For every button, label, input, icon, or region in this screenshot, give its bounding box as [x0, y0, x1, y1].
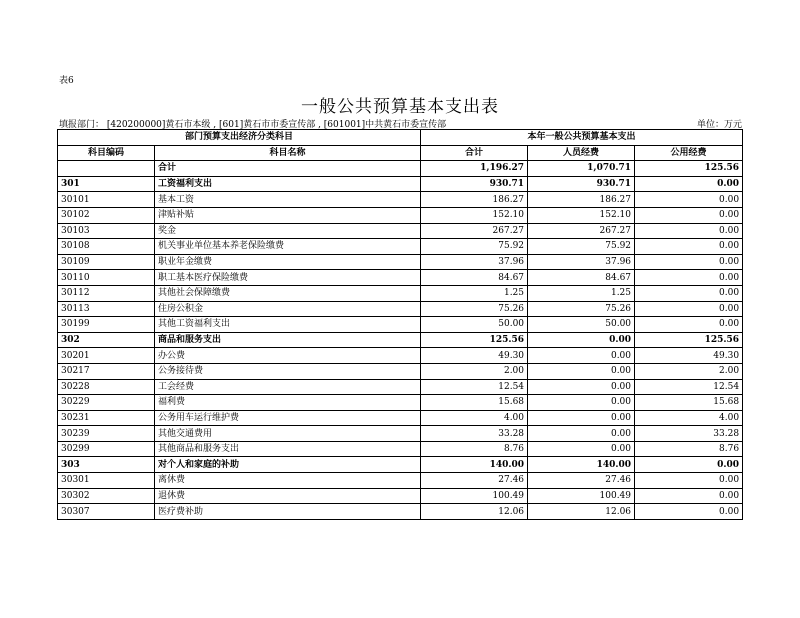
row-name: 其他商品和服务支出 [155, 441, 421, 457]
table-row [58, 395, 743, 411]
table-row [58, 473, 743, 489]
row-code: 30229 [58, 395, 155, 411]
row-code: 303 [58, 457, 155, 473]
row-public: 15.68 [635, 395, 743, 411]
row-public: 2.00 [635, 363, 743, 379]
row-name: 公务接待费 [155, 363, 421, 379]
row-total: 8.76 [421, 441, 528, 457]
row-personnel: 0.00 [528, 441, 635, 457]
row-personnel: 0.00 [528, 348, 635, 364]
table-row [58, 270, 743, 286]
row-personnel: 100.49 [528, 488, 635, 504]
row-name: 对个人和家庭的补助 [155, 457, 421, 473]
row-personnel: 0.00 [528, 332, 635, 348]
row-code [58, 161, 155, 177]
row-name: 其他工资福利支出 [155, 317, 421, 333]
row-total: 100.49 [421, 488, 528, 504]
row-personnel: 1.25 [528, 285, 635, 301]
table-row [58, 254, 743, 270]
row-public: 49.30 [635, 348, 743, 364]
table-row [58, 488, 743, 504]
row-personnel: 186.27 [528, 192, 635, 208]
row-personnel: 152.10 [528, 207, 635, 223]
header-name: 科目名称 [155, 145, 421, 161]
row-name: 工资福利支出 [155, 176, 421, 192]
row-public: 0.00 [635, 254, 743, 270]
row-public: 0.00 [635, 223, 743, 239]
row-public: 125.56 [635, 161, 743, 177]
row-public: 0.00 [635, 207, 743, 223]
row-name: 基本工资 [155, 192, 421, 208]
row-personnel: 37.96 [528, 254, 635, 270]
row-public: 0.00 [635, 239, 743, 255]
row-code: 30301 [58, 473, 155, 489]
row-total: 75.92 [421, 239, 528, 255]
row-code: 30112 [58, 285, 155, 301]
row-total: 12.06 [421, 504, 528, 520]
row-name: 公务用车运行维护费 [155, 410, 421, 426]
table-row [58, 348, 743, 364]
row-name: 职工基本医疗保险缴费 [155, 270, 421, 286]
row-public: 33.28 [635, 426, 743, 442]
row-code: 301 [58, 176, 155, 192]
header-public: 公用经费 [635, 145, 743, 161]
row-name: 职业年金缴费 [155, 254, 421, 270]
row-total: 140.00 [421, 457, 528, 473]
row-total: 1.25 [421, 285, 528, 301]
row-total: 75.26 [421, 301, 528, 317]
row-name: 办公费 [155, 348, 421, 364]
row-personnel: 1,070.71 [528, 161, 635, 177]
row-total: 50.00 [421, 317, 528, 333]
table-row [58, 301, 743, 317]
table-row [58, 192, 743, 208]
table-row [58, 379, 743, 395]
row-name: 离休费 [155, 473, 421, 489]
row-name: 工会经费 [155, 379, 421, 395]
row-public: 0.00 [635, 473, 743, 489]
filing-department: 填报部门： [420200000]黄石市本级 , [601]黄石市市委宣传部 , [601001]中共黄石市委宣传部 [59, 120, 447, 130]
row-public: 0.00 [635, 270, 743, 286]
table-row [58, 457, 743, 473]
row-code: 30199 [58, 317, 155, 333]
row-public: 0.00 [635, 504, 743, 520]
row-name: 机关事业单位基本养老保险缴费 [155, 239, 421, 255]
row-personnel: 75.92 [528, 239, 635, 255]
row-personnel: 0.00 [528, 395, 635, 411]
table-row [58, 285, 743, 301]
row-name: 其他交通费用 [155, 426, 421, 442]
row-name: 其他社会保障缴费 [155, 285, 421, 301]
row-public: 0.00 [635, 457, 743, 473]
table-row [58, 176, 743, 192]
row-total: 2.00 [421, 363, 528, 379]
row-name: 住房公积金 [155, 301, 421, 317]
row-total: 15.68 [421, 395, 528, 411]
row-total: 125.56 [421, 332, 528, 348]
row-total: 49.30 [421, 348, 528, 364]
row-total: 267.27 [421, 223, 528, 239]
row-code: 30102 [58, 207, 155, 223]
row-name: 退休费 [155, 488, 421, 504]
row-public: 0.00 [635, 176, 743, 192]
table-row [58, 317, 743, 333]
row-personnel: 12.06 [528, 504, 635, 520]
row-personnel: 0.00 [528, 363, 635, 379]
row-code: 30307 [58, 504, 155, 520]
row-code: 30103 [58, 223, 155, 239]
row-name: 合计 [155, 161, 421, 177]
row-code: 30302 [58, 488, 155, 504]
table-row [58, 223, 743, 239]
row-public: 8.76 [635, 441, 743, 457]
row-personnel: 27.46 [528, 473, 635, 489]
row-code: 30101 [58, 192, 155, 208]
row-name: 福利费 [155, 395, 421, 411]
header-total: 合计 [421, 145, 528, 161]
row-public: 12.54 [635, 379, 743, 395]
row-personnel: 930.71 [528, 176, 635, 192]
row-public: 0.00 [635, 301, 743, 317]
row-code: 302 [58, 332, 155, 348]
table-row [58, 363, 743, 379]
row-total: 33.28 [421, 426, 528, 442]
row-code: 30231 [58, 410, 155, 426]
unit-label: 单位：万元 [696, 120, 742, 130]
row-total: 930.71 [421, 176, 528, 192]
table-row [58, 239, 743, 255]
row-total: 152.10 [421, 207, 528, 223]
table-row [58, 332, 743, 348]
row-personnel: 75.26 [528, 301, 635, 317]
row-public: 125.56 [635, 332, 743, 348]
row-total: 1,196.27 [421, 161, 528, 177]
row-personnel: 140.00 [528, 457, 635, 473]
row-name: 医疗费补助 [155, 504, 421, 520]
row-code: 30239 [58, 426, 155, 442]
row-personnel: 84.67 [528, 270, 635, 286]
header-group-classification: 部门预算支出经济分类科目 [58, 130, 421, 146]
row-total: 4.00 [421, 410, 528, 426]
row-code: 30109 [58, 254, 155, 270]
table-row [58, 441, 743, 457]
row-name: 津贴补贴 [155, 207, 421, 223]
header-code: 科目编码 [58, 145, 155, 161]
row-public: 0.00 [635, 192, 743, 208]
row-personnel: 0.00 [528, 379, 635, 395]
table-row [58, 410, 743, 426]
header-group-row [58, 130, 743, 146]
row-code: 30110 [58, 270, 155, 286]
row-personnel: 0.00 [528, 426, 635, 442]
sheet-label: 表6 [59, 76, 74, 86]
row-code: 30217 [58, 363, 155, 379]
row-name: 奖金 [155, 223, 421, 239]
page-title: 一般公共预算基本支出表 [301, 97, 499, 117]
row-total: 37.96 [421, 254, 528, 270]
row-public: 0.00 [635, 488, 743, 504]
table-row [58, 426, 743, 442]
row-code: 30113 [58, 301, 155, 317]
table-row [58, 207, 743, 223]
table-body [58, 161, 743, 520]
row-code: 30201 [58, 348, 155, 364]
row-public: 4.00 [635, 410, 743, 426]
row-total: 12.54 [421, 379, 528, 395]
table-row [58, 504, 743, 520]
header-group-expenditure: 本年一般公共预算基本支出 [421, 130, 743, 146]
row-personnel: 267.27 [528, 223, 635, 239]
row-code: 30299 [58, 441, 155, 457]
row-public: 0.00 [635, 317, 743, 333]
header-personnel: 人员经费 [528, 145, 635, 161]
row-total: 84.67 [421, 270, 528, 286]
table-row [58, 161, 743, 177]
row-personnel: 0.00 [528, 410, 635, 426]
row-code: 30228 [58, 379, 155, 395]
header-column-row [58, 145, 743, 161]
row-name: 商品和服务支出 [155, 332, 421, 348]
budget-table [57, 129, 743, 520]
row-public: 0.00 [635, 285, 743, 301]
row-total: 186.27 [421, 192, 528, 208]
row-code: 30108 [58, 239, 155, 255]
row-personnel: 50.00 [528, 317, 635, 333]
row-total: 27.46 [421, 473, 528, 489]
